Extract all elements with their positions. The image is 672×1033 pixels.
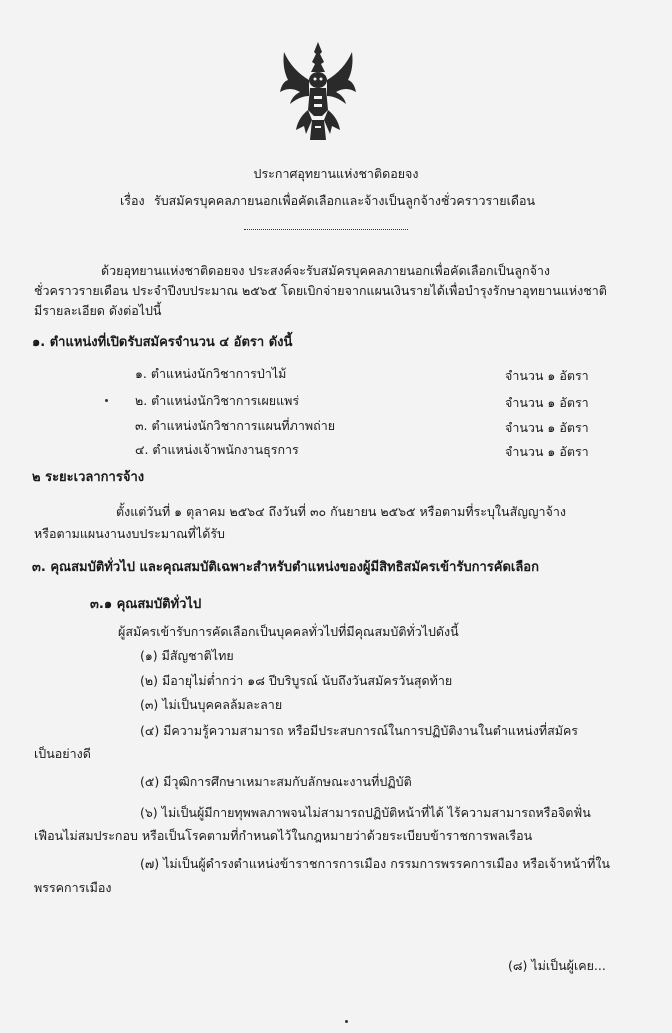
intro-line-3: มีรายละเอียด ดังต่อไปนี้ [34,303,162,318]
section-1-heading: ๑. ตำแหน่งที่เปิดรับสมัครจำนวน ๔ อัตรา ดังนี้ [32,335,293,350]
section-3-1-intro: ผู้สมัครเข้ารับการคัดเลือกเป็นบุคคลทั่วไปที่มีคุณสมบัติทั่วไปดังนี้ [118,624,459,639]
position-count-3: จำนวน ๑ อัตรา [505,420,589,435]
section-3-1-heading: ๓.๑ คุณสมบัติทั่วไป [90,597,202,612]
position-item-3: ๓. ตำแหน่งนักวิชาการแผนที่ภาพถ่าย [135,418,336,433]
qualification-item-1: (๑) มีสัญชาติไทย [140,648,234,663]
position-item-2: ๒. ตำแหน่งนักวิชาการเผยแพร่ [135,393,300,408]
qualification-item-6-cont: เฟือนไม่สมประกอบ หรือเป็นโรคตามที่กำหนดไว้ในกฎหมายว่าด้วยระเบียบข้าราชการพลเรือน [34,828,533,843]
subject-label: เรื่อง [120,193,145,208]
announcement-title: ประกาศอุทยานแห่งชาติดอยจง [253,166,419,181]
title-divider [244,229,408,230]
section-2-line-2: หรือตามแผนงานงบประมาณที่ได้รับ [34,526,225,541]
qualification-item-2: (๒) มีอายุไม่ต่ำกว่า ๑๘ ปีบริบูรณ์ นับถึงวันสมัครวันสุดท้าย [140,673,453,688]
qualification-item-6: (๖) ไม่เป็นผู้มีกายทุพพลภาพจนไม่สามารถปฏิบัติหน้าที่ได้ ไร้ความสามารถหรือจิตฟั่น [140,805,591,820]
position-count-4: จำนวน ๑ อัตรา [505,444,589,459]
section-2-line-1: ตั้งแต่วันที่ ๑ ตุลาคม ๒๕๖๔ ถึงวันที่ ๓๐ กันยายน ๒๕๖๕ หรือตามที่ระบุในสัญญาจ้าง [116,504,566,519]
intro-line-2: ชั่วคราวรายเดือน ประจำปีงบประมาณ ๒๕๖๕ โดยเบิกจ่ายจากแผนเงินรายได้เพื่อบำรุงรักษาอุทยานแห่งชาติ [34,283,607,298]
intro-line-1: ด้วยอุทยานแห่งชาติดอยจง ประสงค์จะรับสมัครบุคคลภายนอกเพื่อคัดเลือกเป็นลูกจ้าง [101,263,551,278]
section-2-heading: ๒ ระยะเวลาการจ้าง [32,470,145,485]
continuation-note: (๘) ไม่เป็นผู้เคย... [508,958,606,973]
qualification-item-3: (๓) ไม่เป็นบุคคลล้มละลาย [140,697,283,712]
qualification-item-4: (๔) มีความรู้ความสามารถ หรือมีประสบการณ์ในการปฏิบัติงานในตำแหน่งที่สมัคร [140,723,579,738]
qualification-item-4-cont: เป็นอย่างดี [34,746,91,761]
garuda-emblem [278,40,358,142]
position-count-2: จำนวน ๑ อัตรา [505,395,589,410]
qualification-item-7: (๗) ไม่เป็นผู้ดำรงตำแหน่งข้าราชการการเมือง กรรมการพรรคการเมือง หรือเจ้าหน้าที่ใน [140,856,610,871]
subject-text: รับสมัครบุคคลภายนอกเพื่อคัดเลือกและจ้างเป็นลูกจ้างชั่วคราวรายเดือน [154,193,536,208]
position-item-1: ๑. ตำแหน่งนักวิชาการป่าไม้ [135,366,287,381]
position-item-4: ๔. ตำแหน่งเจ้าพนักงานธุรการ [135,442,299,457]
qualification-item-7-cont: พรรคการเมือง [34,880,112,895]
page-mark [345,1020,348,1023]
stray-mark [105,399,108,402]
position-count-1: จำนวน ๑ อัตรา [505,368,589,383]
qualification-item-5: (๕) มีวุฒิการศึกษาเหมาะสมกับลักษณะงานที่ปฏิบัติ [140,774,412,789]
section-3-heading: ๓. คุณสมบัติทั่วไป และคุณสมบัติเฉพาะสำหรับตำแหน่งของผู้มีสิทธิสมัครเข้ารับการคัดเลือก [32,560,539,575]
